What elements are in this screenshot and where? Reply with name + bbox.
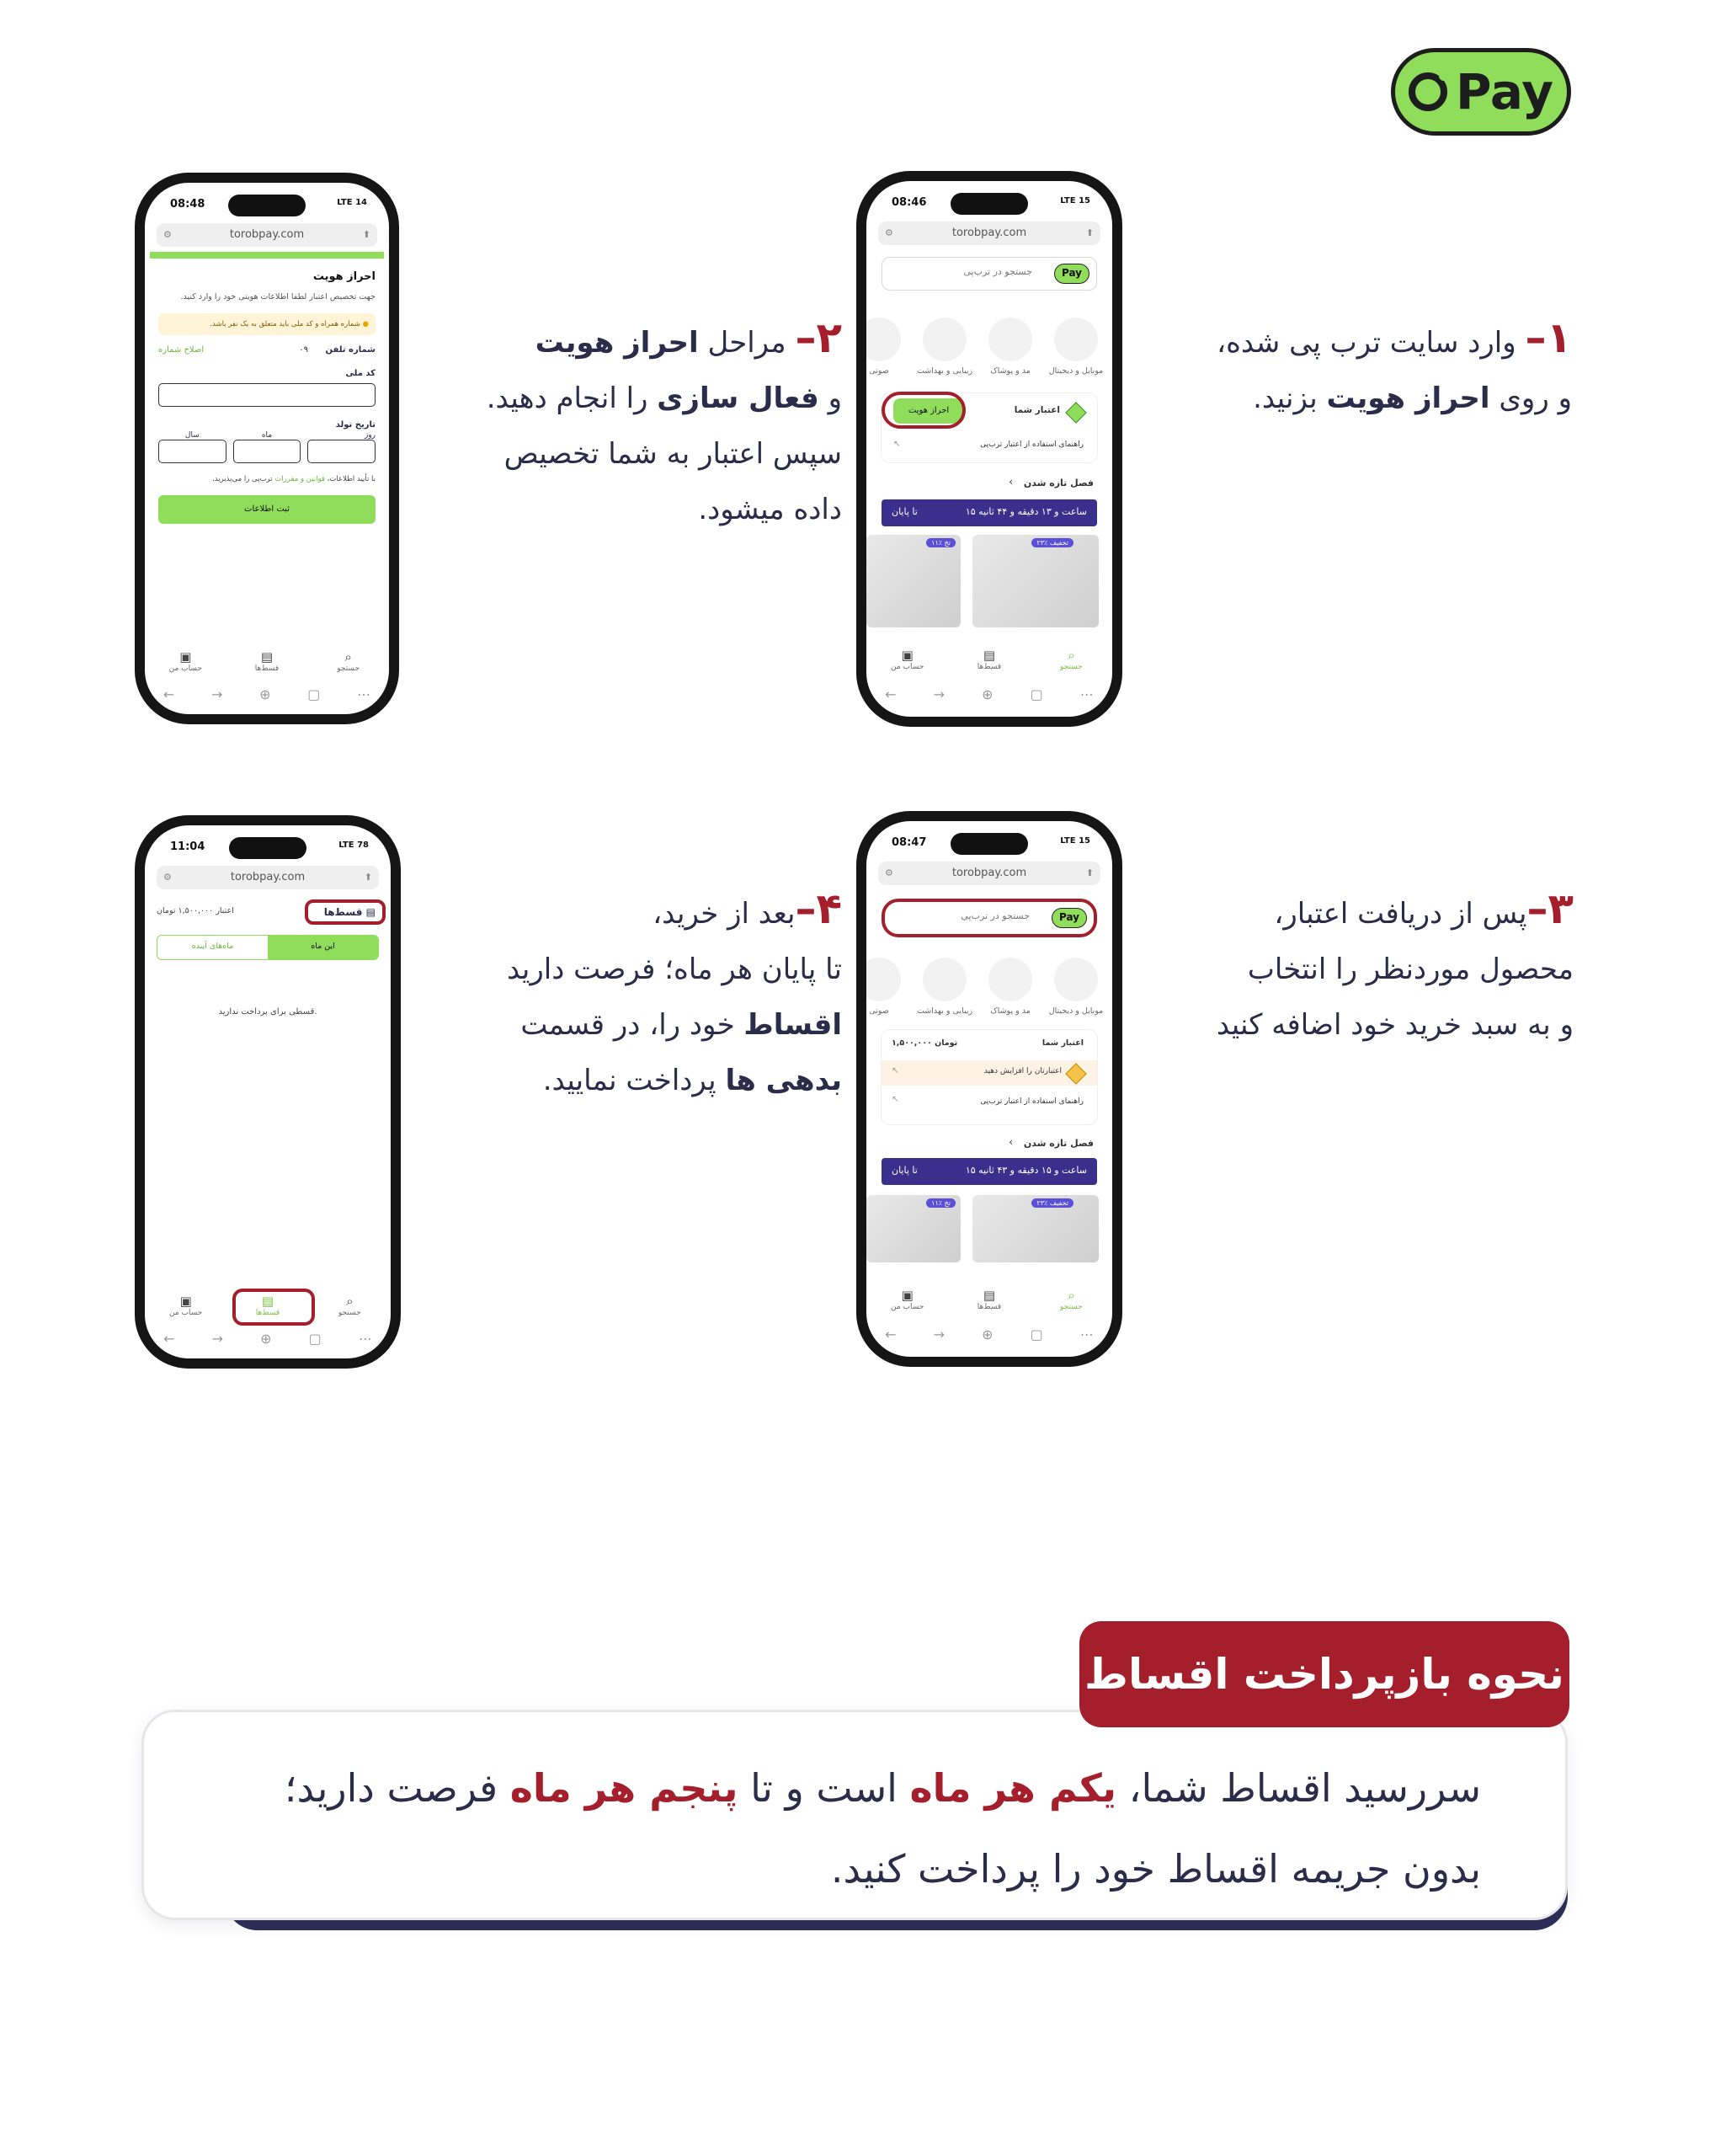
timer-bar	[882, 1158, 1097, 1185]
forward-icon[interactable]: →	[933, 686, 945, 702]
account-icon: ▣	[901, 1288, 914, 1303]
url-bar[interactable]	[157, 223, 377, 247]
form-desc: جهت تخصیص اعتبار لطفا اطلاعات هویتی خود را وارد کنید.	[180, 292, 376, 302]
repayment-text: سررسید اقساط شما، یکم هر ماه است و تا پنجم هر ماه فرصت دارید؛ بدون جریمه اقساط خود را پرداخت کنید.	[284, 1765, 1481, 1892]
product-image[interactable]	[866, 535, 961, 627]
timer-text: ۱۵ ساعت و ۱۵ دقیقه و ۴۳ ثانیه	[965, 1165, 1087, 1176]
status-signal: LTE 15	[1060, 196, 1090, 205]
search-icon: ⌕	[1068, 648, 1075, 663]
credit-amount: اعتبار ۱,۵۰۰,۰۰۰ تومان	[157, 906, 234, 915]
installments-icon: ▤	[983, 1288, 996, 1303]
guide-link[interactable]: راهنمای استفاده از اعتبار ترب‌پی	[980, 440, 1084, 449]
category-image	[866, 318, 901, 361]
step4-number: ۴–	[795, 884, 842, 933]
reader-icon: ⚙	[885, 227, 893, 238]
product-image[interactable]	[972, 1195, 1099, 1262]
step3-text: ۳–پس از دریافت اعتبار، محصول موردنظر را انتخاب و به سبد خرید خود اضافه کنید	[1216, 884, 1574, 1042]
tabs-icon[interactable]: ▢	[308, 1331, 322, 1347]
arrow-icon: ↖	[893, 439, 901, 449]
category-image	[988, 318, 1032, 361]
tab-this-month[interactable]: این ماه	[268, 936, 378, 959]
nav-installments[interactable]: ▤ قسط‌ها	[964, 1288, 1015, 1325]
section-title: قسط‌ها	[323, 906, 363, 918]
logo-ring-icon	[1409, 72, 1447, 111]
logo-text: Pay	[1455, 63, 1554, 120]
day-label: روز	[364, 431, 376, 440]
tabs-icon[interactable]: ▢	[307, 686, 321, 702]
browser-toolbar	[866, 686, 1112, 707]
search-input[interactable]	[882, 257, 1097, 291]
account-icon: ▣	[179, 1294, 192, 1309]
nav-search[interactable]: ⌕ جستجو	[1046, 1288, 1096, 1325]
status-time: 08:46	[892, 196, 927, 209]
forward-icon[interactable]: →	[210, 686, 223, 702]
more-icon[interactable]: ⋯	[1079, 1326, 1094, 1342]
account-icon: ▣	[179, 649, 192, 664]
category-item[interactable]: مد و پوشاک	[981, 318, 1040, 376]
installments-icon: ▤	[260, 649, 274, 664]
discount-badge: ۲۳٪ تخفیف	[1031, 538, 1073, 547]
reader-icon: ⚙	[885, 867, 893, 878]
timer-end: تا پایان	[892, 1165, 918, 1176]
highlight-installments	[232, 1289, 315, 1326]
nav-installments[interactable]: ▤ قسط‌ها	[964, 648, 1015, 685]
search-placeholder: جستجو در ترب‌پی	[963, 266, 1032, 277]
step1-number: ۱–	[1525, 313, 1572, 362]
category-item[interactable]: موبایل و دیجیتال	[1047, 958, 1105, 1016]
nav-search[interactable]: ⌕ جستجو	[324, 1294, 375, 1331]
discount-badge: ۲۳٪ تخفیف	[1031, 1198, 1073, 1208]
national-code-label: کد ملی	[345, 369, 376, 378]
tabs-icon[interactable]: ▢	[1030, 1326, 1043, 1342]
month-input[interactable]	[233, 440, 301, 463]
url-text: torobpay.com	[230, 871, 306, 883]
season-title: فصل تازه شدن	[1023, 1138, 1094, 1149]
status-time: 08:47	[892, 836, 927, 849]
season-title: فصل تازه شدن	[1023, 478, 1094, 488]
url-text: torobpay.com	[229, 228, 305, 241]
status-time: 08:48	[170, 198, 205, 211]
category-item[interactable]: مد و پوشاک	[981, 958, 1040, 1016]
product-thumbs	[866, 535, 1112, 627]
back-icon[interactable]: ←	[885, 1326, 897, 1342]
credit-value: ۱,۵۰۰,۰۰۰ تومان	[892, 1038, 958, 1048]
reader-icon: ⚙	[163, 872, 172, 883]
phone-value: ۰۹	[299, 345, 308, 355]
browser-toolbar	[145, 686, 389, 707]
nav-account[interactable]: ▣ حساب من	[882, 1288, 933, 1325]
increase-gem-icon	[1065, 1063, 1086, 1084]
installments-icon: ▤	[983, 648, 996, 663]
status-signal: LTE 78	[338, 841, 369, 850]
product-thumbs	[866, 1195, 1112, 1262]
search-icon: ⌕	[346, 1294, 354, 1309]
category-image	[923, 958, 967, 1001]
repayment-title: نحوه بازپرداخت اقساط	[1079, 1621, 1569, 1727]
opay-badge: Pay	[1054, 264, 1089, 284]
more-icon[interactable]: ⋯	[358, 1331, 372, 1347]
plus-icon[interactable]: ⊕	[982, 1326, 994, 1342]
nav-account[interactable]: ▣ حساب من	[160, 649, 210, 686]
timer-text: ۱۵ ساعت و ۱۳ دقیقه و ۴۴ ثانیه	[965, 506, 1087, 517]
category-item[interactable]: صوتی	[866, 958, 908, 1016]
forward-icon[interactable]: →	[211, 1331, 223, 1347]
increase-row[interactable]	[882, 1060, 1097, 1086]
plus-icon[interactable]: ⊕	[260, 1331, 272, 1347]
phone-label: شماره تلفن	[325, 345, 376, 355]
step1-bold: احراز هویت	[1326, 382, 1490, 415]
account-icon: ▣	[901, 648, 914, 663]
url-bar[interactable]	[878, 221, 1100, 245]
category-item[interactable]: زیبایی و بهداشت	[915, 958, 974, 1016]
product-image[interactable]	[972, 535, 1099, 627]
forward-icon[interactable]: →	[933, 1326, 945, 1342]
empty-message: قسطی برای پرداخت ندارید.	[218, 1007, 317, 1017]
status-signal: LTE 15	[1060, 836, 1090, 846]
back-icon[interactable]: ←	[162, 686, 175, 702]
product-image[interactable]	[866, 1195, 961, 1262]
highlight-verify	[882, 392, 966, 429]
plus-icon[interactable]: ⊕	[982, 686, 994, 702]
installments-icon: ▤	[261, 1294, 274, 1309]
credit-label: اعتبار شما	[1014, 405, 1060, 415]
timer-bar	[882, 499, 1097, 526]
discount-badge: ۱۱٪ تخ	[926, 1198, 956, 1208]
browser-toolbar	[866, 1326, 1112, 1347]
credit-label: اعتبار شما	[1041, 1038, 1084, 1048]
opay-badge: Pay	[1052, 908, 1087, 928]
fix-phone-link[interactable]: اصلاح شماره	[158, 345, 205, 355]
nav-installments[interactable]: ▤ قسط‌ها	[242, 649, 292, 686]
submit-button[interactable]: ثبت اطلاعات	[158, 495, 376, 524]
warning-icon: ●	[362, 320, 369, 328]
plus-icon[interactable]: ⊕	[259, 686, 271, 702]
nav-search[interactable]: ⌕ جستجو	[323, 649, 374, 686]
increase-text: اعتبارتان را افزایش دهید	[983, 1067, 1062, 1075]
status-signal: LTE 14	[337, 198, 367, 207]
step2-number: ۲–	[795, 313, 842, 362]
torobpay-logo	[1391, 48, 1571, 136]
verify-button[interactable]: احراز هویت	[893, 398, 964, 424]
share-icon: ⬆	[364, 872, 372, 883]
step2-text: ۲– مراحل احراز هویت و فعال سازی را انجام دهید. سپس اعتبار به شما تخصیص داده میشود.	[486, 313, 842, 526]
progress-bar	[150, 252, 384, 259]
status-time: 11:04	[170, 841, 205, 853]
phone-step1	[856, 171, 1122, 727]
year-input[interactable]	[158, 440, 226, 463]
search-icon: ⌕	[1068, 1288, 1075, 1303]
url-text: torobpay.com	[951, 227, 1027, 239]
bottom-nav	[866, 1288, 1112, 1325]
category-item[interactable]: موبایل و دیجیتال	[1047, 318, 1105, 376]
category-image	[866, 958, 901, 1001]
share-icon: ⬆	[1085, 227, 1094, 238]
step1-text: ۱– وارد سایت ترب پی شده، و روی احراز هویت بزنید.	[1217, 313, 1572, 415]
chevron-left-icon[interactable]: ‹	[1009, 1136, 1013, 1148]
year-label: سال	[184, 431, 200, 440]
repayment-banner	[141, 1710, 1568, 1920]
step4-text: ۴–بعد از خرید، تا پایان هر ماه؛ فرصت دارید اقساط خود را، در قسمت بدهی ها پرداخت نمایید.	[507, 884, 842, 1097]
tab-next-months[interactable]: ماه‌های آینده	[191, 942, 234, 951]
bottom-nav	[145, 649, 389, 686]
share-icon: ⬆	[1085, 867, 1094, 878]
bottom-nav	[866, 648, 1112, 685]
url-text: torobpay.com	[951, 867, 1027, 879]
timer-end: تا پایان	[892, 506, 918, 517]
nav-account[interactable]: ▣ حساب من	[882, 648, 933, 685]
nav-search[interactable]: ⌕ جستجو	[1046, 648, 1096, 685]
warning-text: شماره همراه و کد ملی باید متعلق به یک نفر باشد.	[210, 320, 360, 328]
discount-badge: ۱۱٪ تخ	[926, 538, 956, 547]
tabs-icon[interactable]: ▢	[1030, 686, 1043, 702]
back-icon[interactable]: ←	[885, 686, 897, 702]
more-icon[interactable]: ⋯	[357, 686, 371, 702]
birth-label: تاریخ تولد	[335, 420, 376, 430]
form-title: احراز هویت	[312, 270, 376, 283]
search-icon: ⌕	[344, 649, 352, 664]
share-icon: ⬆	[362, 229, 370, 240]
arrow-icon: ↖	[892, 1094, 899, 1104]
nav-installments[interactable]: ▤ قسط‌ها	[242, 1294, 293, 1331]
receipt-icon: ▤	[365, 906, 376, 918]
step3-number: ۳–	[1526, 884, 1574, 933]
arrow-icon: ↖	[892, 1065, 899, 1075]
nav-account[interactable]: ▣ حساب من	[161, 1294, 211, 1331]
browser-toolbar	[145, 1331, 391, 1351]
search-placeholder: جستجو در ترب‌پی	[961, 910, 1030, 921]
category-item[interactable]: زیبایی و بهداشت	[915, 318, 974, 376]
guide-link[interactable]: راهنمای استفاده از اعتبار ترب‌پی	[980, 1097, 1084, 1106]
chevron-left-icon[interactable]: ‹	[1009, 476, 1013, 488]
terms-text: با تأیید اطلاعات، قوانین و مقررات ترب‌پی را می‌پذیرید.	[212, 475, 376, 483]
back-icon[interactable]: ←	[163, 1331, 175, 1347]
category-image	[923, 318, 967, 361]
terms-link[interactable]: قوانین و مقررات	[274, 475, 325, 483]
month-label: ماه	[261, 431, 273, 440]
more-icon[interactable]: ⋯	[1079, 686, 1094, 702]
category-item[interactable]: صوتی	[866, 318, 908, 376]
phone-screen	[866, 181, 1112, 717]
reader-icon: ⚙	[163, 229, 172, 240]
